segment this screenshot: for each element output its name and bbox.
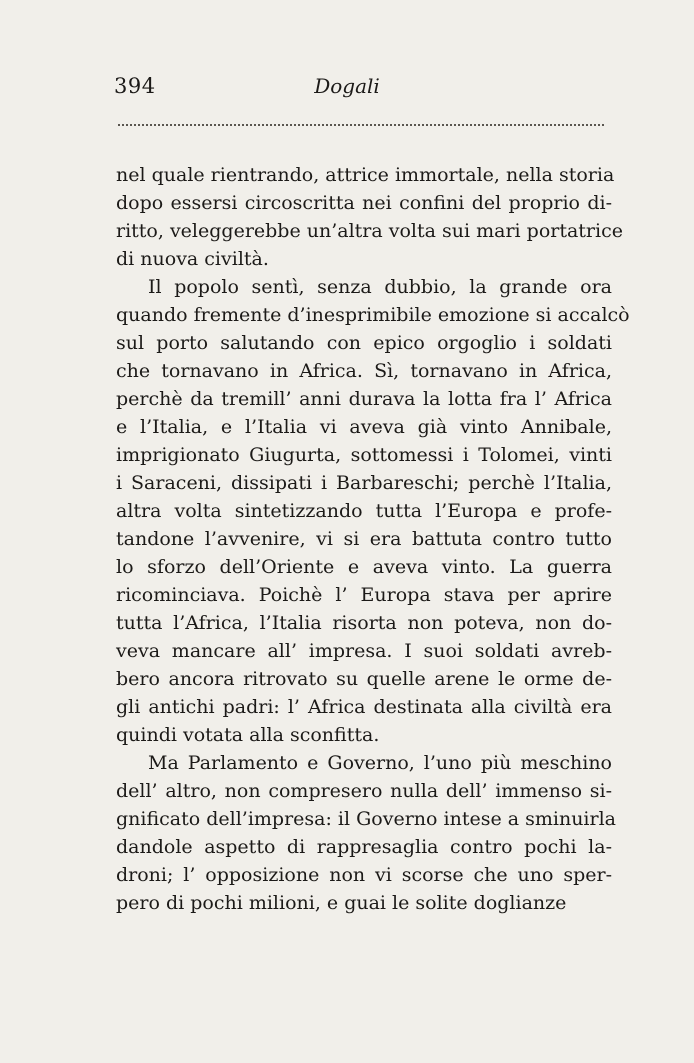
text-line: nel quale rientrando, attrice immortale, nella storia [116, 164, 615, 186]
header-dotted-rule [118, 124, 604, 126]
text-line: sul porto salutando con epico orgoglio i soldati [116, 332, 612, 354]
text-line: tutta l’Africa, l’Italia risorta non poteva, non do- [116, 612, 612, 634]
text-line: i Saraceni, dissipati i Barbareschi; perchè l’Italia, [116, 472, 612, 494]
page-number: 394 [114, 74, 156, 98]
text-line: di nuova civiltà. [116, 248, 269, 270]
text-line: veva mancare all’ impresa. I suoi soldati avreb- [116, 640, 612, 662]
text-line: imprigionato Giugurta, sottomessi i Tolomei, vinti [116, 444, 612, 466]
text-line: ricominciava. Poichè l’ Europa stava per aprire [116, 584, 612, 606]
text-line: dell’ altro, non compresero nulla dell’ immenso si- [116, 780, 612, 802]
text-line: perchè da tremill’ anni durava la lotta fra l’ Africa [116, 388, 612, 410]
text-line: bero ancora ritrovato su quelle arene le orme de- [116, 668, 612, 690]
text-line: quando fremente d’inesprimibile emozione si accalcò [116, 304, 630, 326]
text-line: e l’Italia, e l’Italia vi aveva già vinto Annibale, [116, 416, 612, 438]
text-line: quindi votata alla sconfitta. [116, 724, 380, 746]
text-line: dopo essersi circoscritta nei confini del proprio di- [116, 192, 612, 214]
text-line: pero di pochi milioni, e guai le solite doglianze [116, 892, 567, 914]
text-line: Ma Parlamento e Governo, l’uno più meschino [148, 752, 612, 774]
text-line: gli antichi padri: l’ Africa destinata alla civiltà era [116, 696, 612, 718]
running-title: Dogali [314, 74, 380, 98]
paragraph [116, 161, 623, 273]
text-line: lo sforzo dell’Oriente e aveva vinto. La guerra [116, 556, 612, 578]
text-line: tandone l’avvenire, vi si era battuta contro tutto [116, 528, 612, 550]
body-text [116, 161, 630, 917]
text-line: altra volta sintetizzando tutta l’Europa e profe- [116, 500, 612, 522]
text-line: ritto, veleggerebbe un’altra volta sui mari portatrice [116, 220, 623, 242]
paragraph [116, 273, 630, 749]
text-line: dandole aspetto di rappresaglia contro pochi la- [116, 836, 612, 858]
text-line: Il popolo sentì, senza dubbio, la grande ora [148, 276, 612, 298]
text-line: gnificato dell’impresa: il Governo intese a sminuirla [116, 808, 616, 830]
text-line: che tornavano in Africa. Sì, tornavano in Africa, [116, 360, 612, 382]
paragraph [116, 749, 616, 917]
text-line: droni; l’ opposizione non vi scorse che uno sper- [116, 864, 612, 886]
